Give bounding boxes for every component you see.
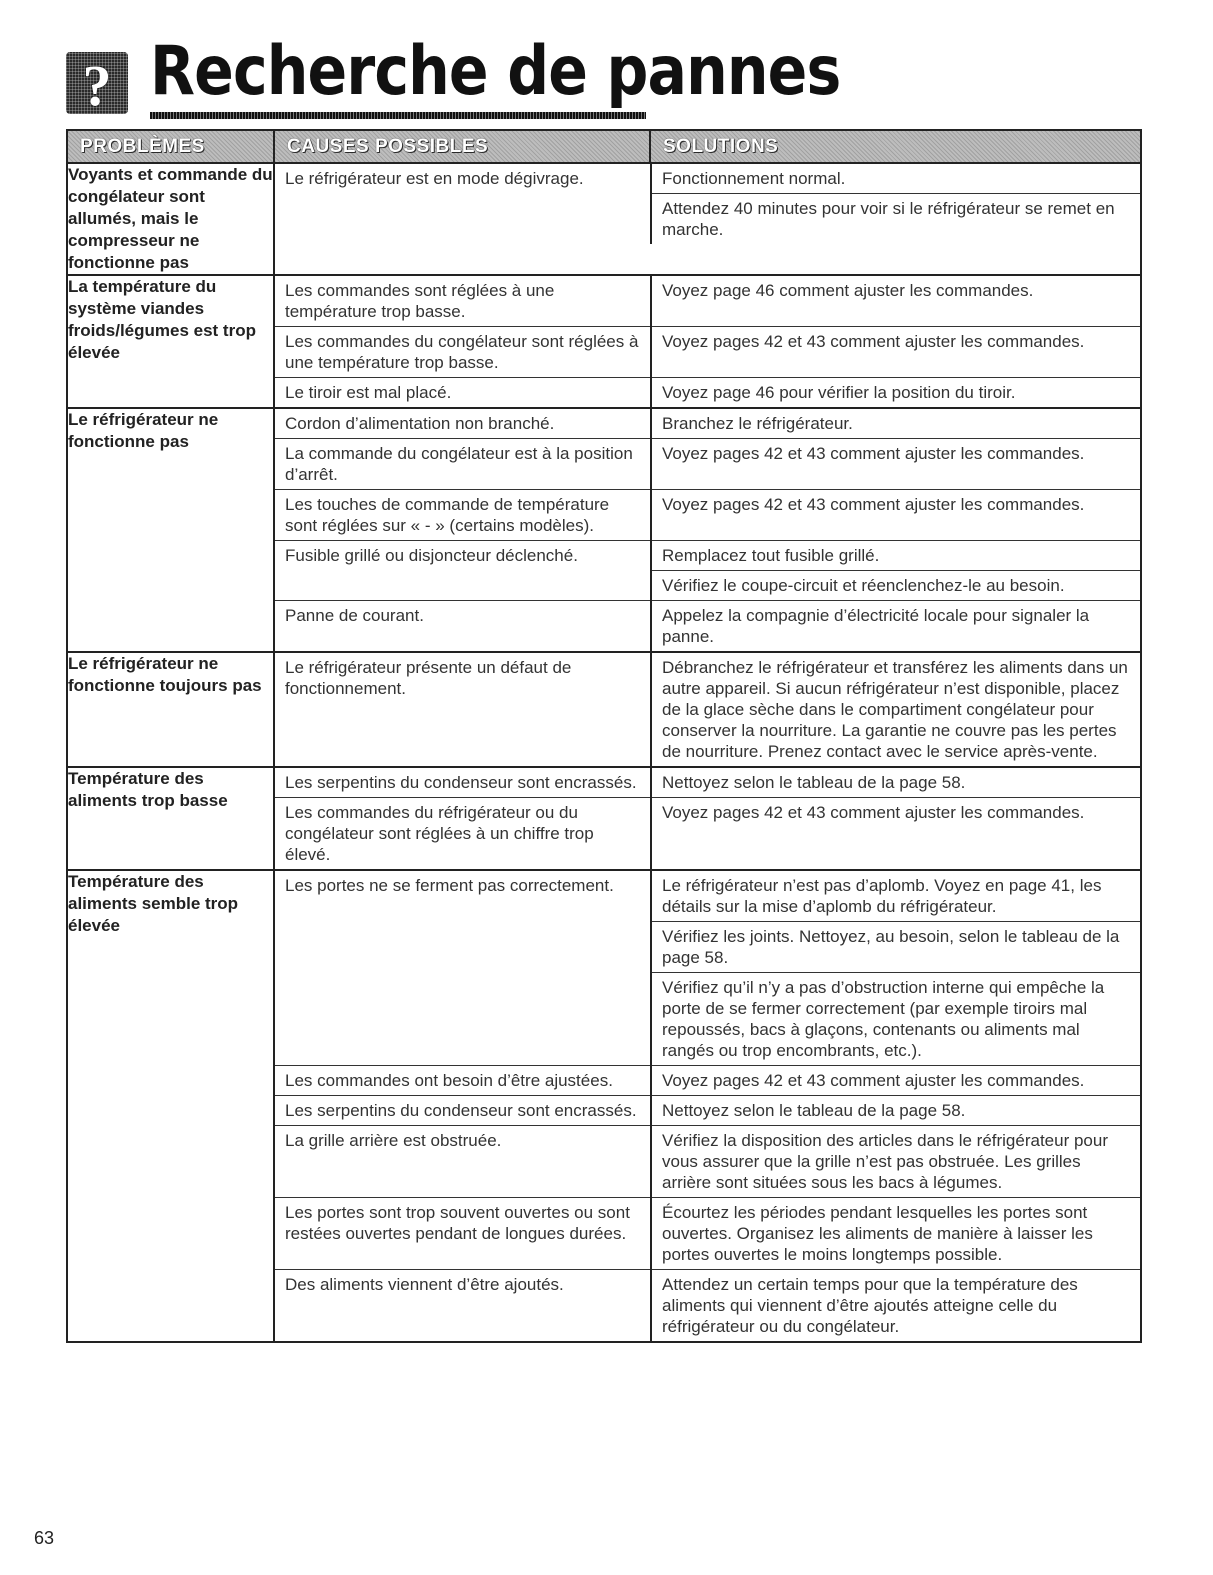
solution-text: Voyez pages 42 et 43 comment ajuster les commandes.	[662, 803, 1085, 822]
page-number: 63	[34, 1528, 55, 1548]
cause-text: Les portes ne se ferment pas correctement.	[285, 876, 614, 895]
cause-solution-grid	[275, 276, 1142, 407]
cause-text: Cordon d’alimentation non branché.	[285, 414, 555, 433]
cause-row	[275, 439, 1142, 490]
cause-row	[275, 798, 1142, 870]
cause-row	[275, 327, 1142, 378]
cause-text: Les serpentins du condenseur sont encrassés.	[285, 773, 637, 792]
solution-text: Voyez pages 42 et 43 comment ajuster les commandes.	[662, 1071, 1085, 1090]
table-row	[67, 408, 1141, 652]
cause-text: La grille arrière est obstruée.	[285, 1131, 502, 1150]
cause-solution-grid	[275, 768, 1142, 869]
cause-row	[275, 601, 1142, 652]
solution-text: Appelez la compagnie d’électricité locale pour signaler la panne.	[662, 606, 1090, 646]
table-row	[67, 767, 1141, 870]
cause-row	[275, 653, 1142, 766]
solution-text: Débranchez le réfrigérateur et transférez les aliments dans un autre appareil. Si aucun réfrigérateur n’est disponible, placez de la glace sèche dans le compartiment congélateur pour conserver la nourriture. La garantie ne couvre pas les pertes de nourriture. Prenez contact avec le service après-vente.	[662, 658, 1128, 761]
cause-cell	[275, 1066, 651, 1096]
cause-solution-cell	[274, 652, 1141, 767]
solution-text: Voyez pages 42 et 43 comment ajuster les commandes.	[662, 444, 1085, 463]
problem-cell: Le réfrigérateur ne fonctionne toujours pas	[67, 652, 274, 767]
cause-row	[275, 1198, 1142, 1270]
solution-text: Voyez pages 42 et 43 comment ajuster les commandes.	[662, 495, 1085, 514]
cause-row	[275, 409, 1142, 439]
cause-text: La commande du congélateur est à la position d’arrêt.	[285, 444, 633, 484]
solution-cell	[651, 1270, 1142, 1342]
cause-row	[275, 276, 1142, 327]
solution-cell	[651, 871, 1142, 1066]
question-mark-icon: ?	[66, 52, 128, 114]
problem-cell: Le réfrigérateur ne fonctionne pas	[67, 408, 274, 652]
cause-row	[275, 871, 1142, 1066]
solution-cell	[651, 1066, 1142, 1096]
cause-row	[275, 768, 1142, 798]
solution-cell	[651, 601, 1142, 652]
title-underline	[150, 112, 646, 119]
solution-cell	[651, 327, 1142, 378]
page-header	[66, 32, 841, 118]
cause-cell	[275, 871, 651, 1066]
solution-text: Vérifiez le coupe-circuit et réenclenchez-le au besoin.	[652, 570, 1142, 600]
solution-text: Nettoyez selon le tableau de la page 58.	[662, 1101, 966, 1120]
cause-row	[275, 541, 1142, 601]
solution-text: Vérifiez les joints. Nettoyez, au besoin, selon le tableau de la page 58.	[652, 921, 1142, 972]
cause-solution-grid	[275, 409, 1142, 651]
solution-text: Remplacez tout fusible grillé.	[662, 546, 880, 565]
cause-cell	[275, 276, 651, 327]
solution-cell	[651, 276, 1142, 327]
solution-text: Voyez page 46 comment ajuster les commandes.	[662, 281, 1034, 300]
cause-cell	[275, 378, 651, 408]
solution-text: Voyez page 46 pour vérifier la position du tiroir.	[662, 383, 1016, 402]
header-problems: PROBLÈMES	[67, 130, 274, 163]
solution-cell	[651, 653, 1142, 766]
cause-text: Le tiroir est mal placé.	[285, 383, 452, 402]
cause-cell	[275, 439, 651, 490]
cause-solution-cell	[274, 870, 1141, 1342]
solution-cell	[651, 541, 1142, 601]
solution-text: Attendez un certain temps pour que la température des aliments qui viennent d’être ajoutés atteigne celle du réfrigérateur ou du congélateur.	[662, 1275, 1078, 1336]
table-header-row	[67, 130, 1141, 163]
cause-text: Les commandes ont besoin d’être ajustées.	[285, 1071, 613, 1090]
solution-cell	[651, 409, 1142, 439]
problem-cell: Voyants et commande du congélateur sont allumés, mais le compresseur ne fonctionne pas	[67, 163, 274, 275]
cause-text: Les serpentins du condenseur sont encrassés.	[285, 1101, 637, 1120]
cause-cell	[275, 1198, 651, 1270]
solution-text: Écourtez les périodes pendant lesquelles les portes sont ouvertes. Organisez les aliments de manière à laisser les portes ouvertes le moins longtemps possible.	[662, 1203, 1093, 1264]
cause-cell	[275, 409, 651, 439]
solution-text: Vérifiez la disposition des articles dans le réfrigérateur pour vous assurer que la grille n’est pas obstruée. Les grilles arrière sont situées sous les bacs à légumes.	[662, 1131, 1109, 1192]
cause-text: Des aliments viennent d’être ajoutés.	[285, 1275, 564, 1294]
cause-solution-grid	[275, 164, 1142, 244]
cause-solution-cell	[274, 163, 1141, 275]
cause-solution-grid	[275, 653, 1142, 766]
table-row	[67, 275, 1141, 408]
cause-row	[275, 490, 1142, 541]
table-row	[67, 870, 1141, 1342]
solution-cell	[651, 1126, 1142, 1198]
cause-cell	[275, 327, 651, 378]
solution-text: Fonctionnement normal.	[662, 169, 846, 188]
solution-cell	[651, 439, 1142, 490]
cause-text: Les commandes du réfrigérateur ou du congélateur sont réglées à un chiffre trop élevé.	[285, 803, 594, 864]
page-title: Recherche de pannes	[150, 32, 841, 111]
cause-cell	[275, 601, 651, 652]
solution-text: Le réfrigérateur n’est pas d’aplomb. Voyez en page 41, les détails sur la mise d’aplomb du réfrigérateur.	[662, 876, 1102, 916]
cause-row	[275, 378, 1142, 408]
solution-cell	[651, 164, 1142, 244]
solution-cell	[651, 768, 1142, 798]
solution-text: Vérifiez qu’il n’y a pas d’obstruction interne qui empêche la porte de se fermer correctement (par exemple tiroirs mal repoussés, bacs à glaçons, contenants ou aliments mal rangés ou trop encombrants, etc.).	[652, 972, 1142, 1065]
solution-cell	[651, 1096, 1142, 1126]
cause-row	[275, 1096, 1142, 1126]
cause-cell	[275, 1126, 651, 1198]
cause-cell	[275, 798, 651, 870]
cause-solution-cell	[274, 408, 1141, 652]
cause-cell	[275, 768, 651, 798]
problem-cell: Température des aliments semble trop élevée	[67, 870, 274, 1342]
solution-cell	[651, 798, 1142, 870]
cause-text: Le réfrigérateur est en mode dégivrage.	[285, 169, 584, 188]
solution-text: Branchez le réfrigérateur.	[662, 414, 853, 433]
cause-cell	[275, 490, 651, 541]
solution-text: Nettoyez selon le tableau de la page 58.	[662, 773, 966, 792]
solution-cell	[651, 378, 1142, 408]
troubleshooting-table	[66, 129, 1142, 1343]
cause-row	[275, 164, 1142, 244]
cause-row	[275, 1270, 1142, 1342]
solution-cell	[651, 490, 1142, 541]
cause-text: Les portes sont trop souvent ouvertes ou sont restées ouvertes pendant de longues durées.	[285, 1203, 630, 1243]
header-solutions: SOLUTIONS	[650, 130, 1141, 163]
cause-row	[275, 1126, 1142, 1198]
table-row	[67, 652, 1141, 767]
solution-text: Attendez 40 minutes pour voir si le réfrigérateur se remet en marche.	[652, 193, 1142, 244]
cause-row	[275, 1066, 1142, 1096]
problem-cell: La température du système viandes froids/légumes est trop élevée	[67, 275, 274, 408]
header-causes: CAUSES POSSIBLES	[274, 130, 650, 163]
cause-solution-cell	[274, 767, 1141, 870]
solution-cell	[651, 1198, 1142, 1270]
cause-text: Les touches de commande de température sont réglées sur « - » (certains modèles).	[285, 495, 610, 535]
cause-text: Fusible grillé ou disjoncteur déclenché.	[285, 546, 578, 565]
cause-text: Le réfrigérateur présente un défaut de fonctionnement.	[285, 658, 572, 698]
cause-solution-grid	[275, 871, 1142, 1341]
cause-cell	[275, 541, 651, 601]
problem-cell: Température des aliments trop basse	[67, 767, 274, 870]
cause-cell	[275, 164, 651, 244]
cause-text: Les commandes du congélateur sont réglées à une température trop basse.	[285, 332, 639, 372]
cause-cell	[275, 1096, 651, 1126]
solution-text: Voyez pages 42 et 43 comment ajuster les commandes.	[662, 332, 1085, 351]
cause-solution-cell	[274, 275, 1141, 408]
cause-text: Panne de courant.	[285, 606, 424, 625]
cause-cell	[275, 1270, 651, 1342]
cause-cell	[275, 653, 651, 766]
table-row	[67, 163, 1141, 275]
cause-text: Les commandes sont réglées à une température trop basse.	[285, 281, 555, 321]
